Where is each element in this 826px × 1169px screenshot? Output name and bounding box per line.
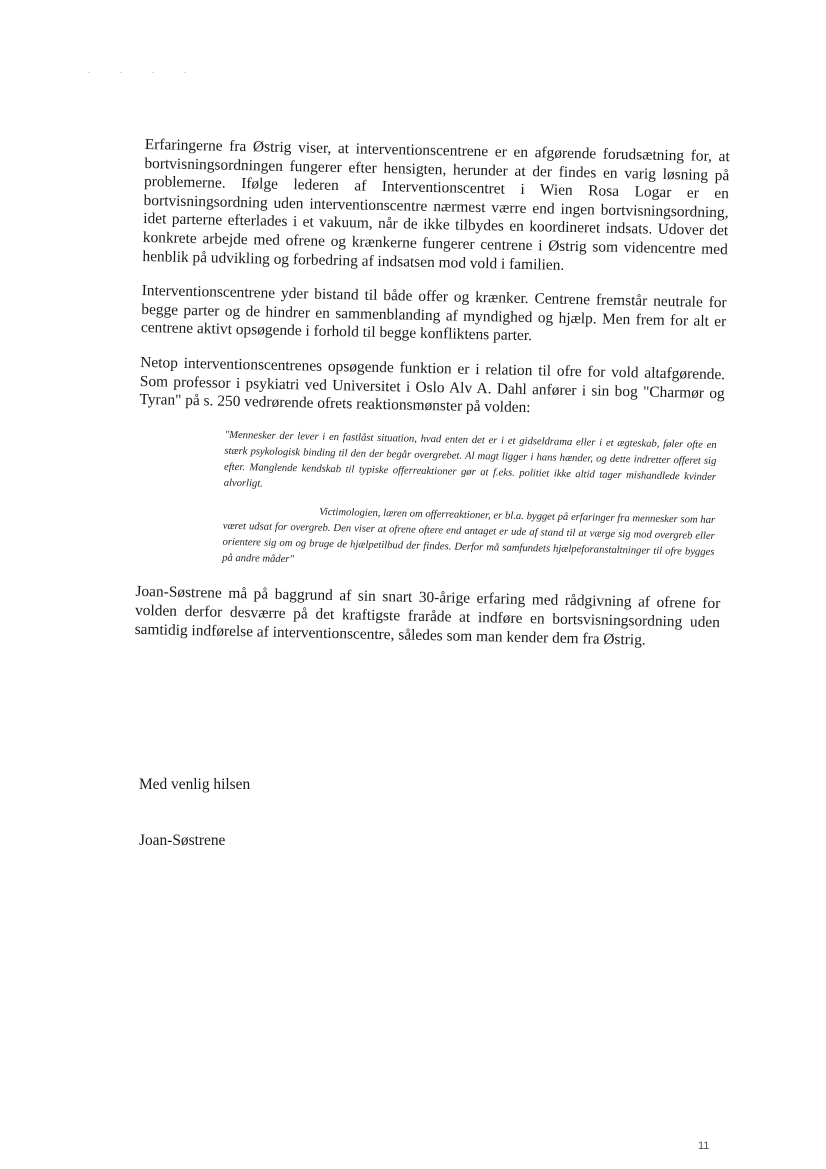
quote-paragraph-1: "Mennesker der lever i en fastlåst situation, hvad enten det er i et gidseldrama eller i et ægteskab, føler ofte en stærk psykologisk binding til den der begår overgrebet. Al magt ligger i hans hænder, og dette indretter offeret sig efter. Manglende kendskab til typiske offerreaktioner gør at f.eks. politiet ikke altid tager mishandlede kvinder alvorligt.	[223, 429, 717, 490]
closing-greeting: Med venlig hilsen	[139, 776, 251, 793]
paragraph-intervention-centres: Interventionscentrene yder bistand til både offer og krænker. Centrene fremstår neutrale for begge parter og de hindrer en sammenblanding af myndighed og hjælp. Men frem for alt er centrene aktivt opsøgende i forhold til begge konfliktens parter.	[140, 282, 727, 345]
page-number: 11	[698, 1140, 710, 1152]
letter-body	[134, 136, 730, 667]
paragraph-outreach-function: Netop interventionscentrenes opsøgende funktion er i relation til ofre for vold altafgørende. Som professor i psykiatri ved Universitet i Oslo Alv A. Dahl anfører i sin bog "Charmør og Tyran" på s. 250 vedrørende ofrets reaktionsmønster på volden:	[139, 353, 726, 417]
quote-paragraph-2: Victimologien, læren om offerreaktioner, er bl.a. bygget på erfaringer fra mennesker som har været udsat for overgreb. Den viser at ofrene oftere end antaget er ude af stand til at værge sig mod overgreb eller orientere sig om og bruge de hjælpetilbud der findes. Derfor må samfundets hjælpeforanstaltninger til ofre bygges på andre måder"	[222, 506, 716, 566]
paragraph-conclusion: Joan-Søstrene må på baggrund af sin snart 30-årige erfaring med rådgivning af ofrene for volden derfor desværre på det kraftigste fraråde at indføre en bortsvisningsordning uden samtidig indførelse af interventionscentre, således som man kender dem fra Østrig.	[134, 583, 721, 649]
scan-specks: . . . .	[88, 66, 200, 75]
block-quote	[222, 427, 717, 577]
paragraph-austria-experience: Erfaringerne fra Østrig viser, at interventionscentrene er en afgørende forudsætning for, at bortvisningsordningen fungerer efter hensigten, herunder at der findes en varig løsning på problemerne. Ifølge lederen af Interventionscentret i Wien Rosa Logar er en bortvisningsordning uden interventionscentre nærmest værre end ingen bortvisningsordning, idet parterne efterlades i et vakuum, når de ikke tilbydes en koordineret indsats. Udover det konkrete arbejde med ofrene og krænkerne fungerer centrene i Østrig som videncentre med henblik på udvikling og forbedring af indsatsen mod vold i familien.	[142, 136, 730, 274]
signature: Joan-Søstrene	[139, 832, 226, 849]
